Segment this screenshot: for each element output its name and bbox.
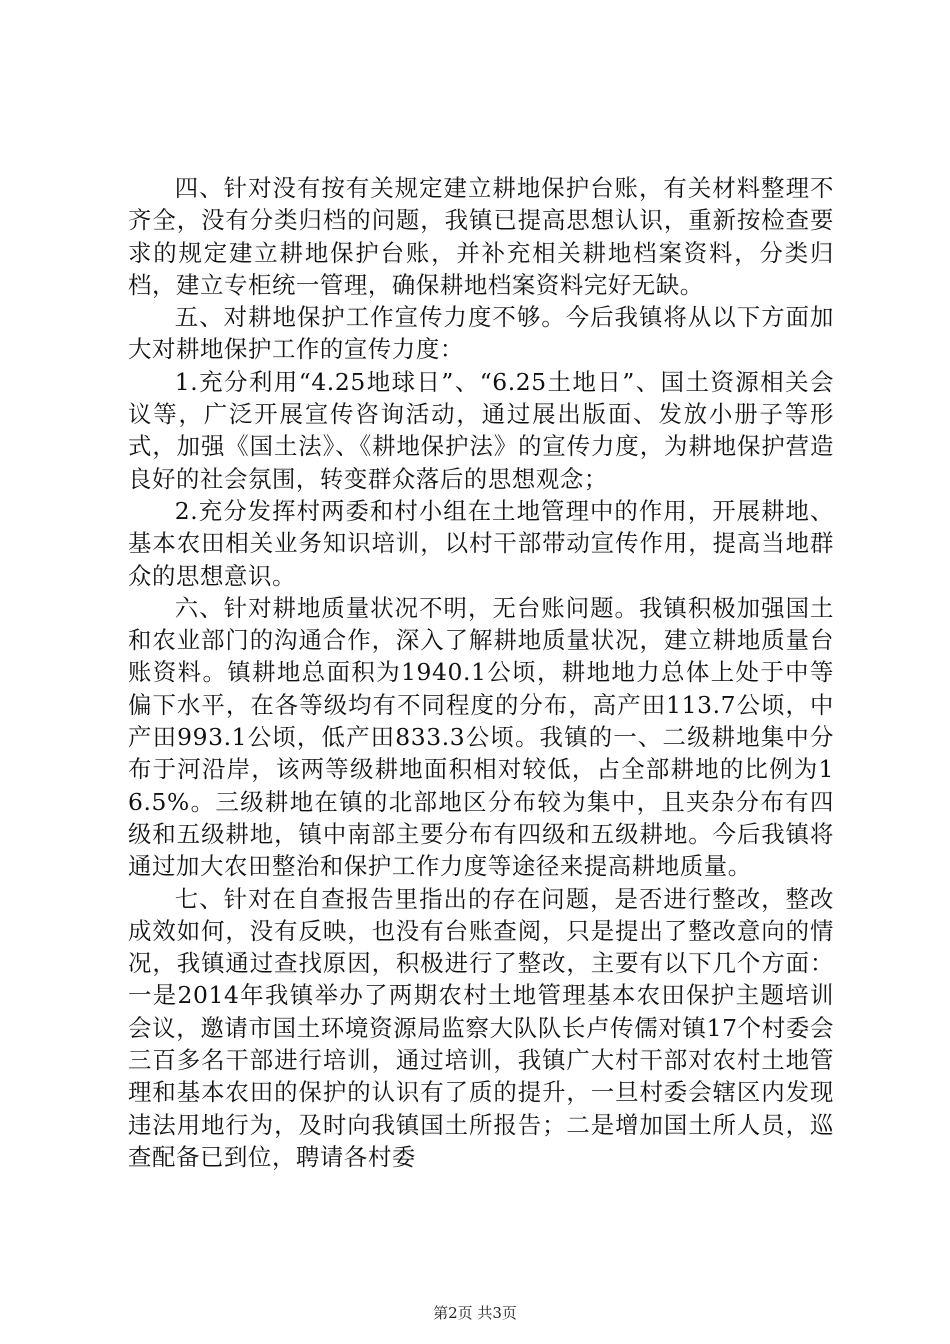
page-footer: 第2页 共3页 xyxy=(433,1304,517,1322)
paragraph-5-item-1: 1.充分利用“4.25地球日”、“6.25土地日”、国土资源相关会议等，广泛开展宣传咨询活动，通过展出版面、发放小册子等形式，加强《国土法》、《耕地保护法》的宣传力度，为耕地保护营造良好的社会氛围，转变群众落后的思想观念； xyxy=(128,367,834,493)
paragraph-5: 五、对耕地保护工作宣传力度不够。今后我镇将从以下方面加大对耕地保护工作的宣传力度： xyxy=(128,303,834,364)
paragraph-4: 四、针对没有按有关规定建立耕地保护台账，有关材料整理不齐全，没有分类归档的问题，我镇已提高思想认识，重新按检查要求的规定建立耕地保护台账，并补充相关耕地档案资料，分类归档，建立专柜统一管理，确保耕地档案资料完好无缺。 xyxy=(128,174,834,299)
document-body xyxy=(128,172,834,1173)
paragraph-6: 六、针对耕地质量状况不明，无台账问题。我镇积极加强国土和农业部门的沟通合作，深入了解耕地质量状况，建立耕地质量台账资料。镇耕地总面积为1940.1公顷，耕地地力总体上处于中等偏下水平，在各等级均有不同程度的分布，高产田113.7公顷，中产田993.1公顷，低产田833.3公顷。我镇的一、二级耕地集中分布于河沿岸，该两等级耕地面积相对较低，占全部耕地的比例为16.5%。三级耕地在镇的北部地区分布较为集中，且夹杂分布有四级和五级耕地，镇中南部主要分布有四级和五级耕地。今后我镇将通过加大农田整治和保护工作力度等途径来提高耕地质量。 xyxy=(128,593,834,881)
paragraph-7: 七、针对在自查报告里指出的存在问题，是否进行整改，整改成效如何，没有反映，也没有台账查阅，只是提出了整改意向的情况，我镇通过查找原因，积极进行了整改，主要有以下几个方面：一是2014年我镇举办了两期农村土地管理基本农田保护主题培训会议，邀请市国土环境资源局监察大队队长卢传儒对镇17个村委会三百多名干部进行培训，通过培训，我镇广大村干部对农村土地管理和基本农田的保护的认识有了质的提升，一旦村委会辖区内发现违法用地行为，及时向我镇国土所报告；二是增加国土所人员，巡查配备已到位，聘请各村委 xyxy=(128,884,834,1171)
paragraph-5-item-2: 2.充分发挥村两委和村小组在土地管理中的作用，开展耕地、基本农田相关业务知识培训，以村干部带动宣传作用，提高当地群众的思想意识。 xyxy=(128,496,834,590)
